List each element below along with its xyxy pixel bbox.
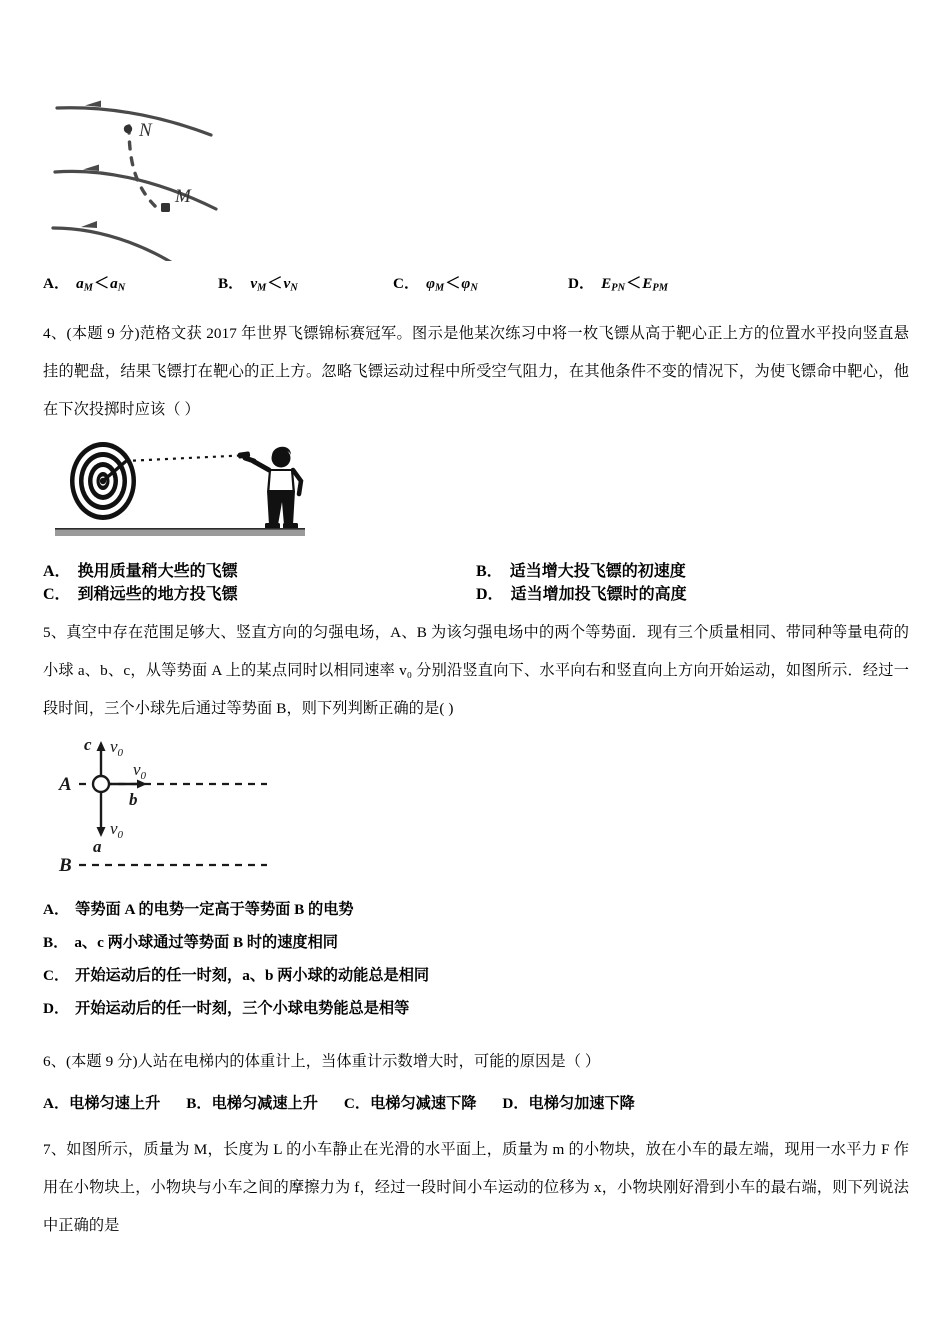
q3-option-c-rhs-sub: N xyxy=(470,282,478,294)
q4-options-row-1 xyxy=(43,558,909,581)
q4-option-b-text: 适当增大投飞镖的初速度 xyxy=(509,563,686,581)
q4-option-a-text: 换用质量稍大些的飞镖 xyxy=(77,563,238,581)
point-m-marker xyxy=(161,203,170,212)
q5-option-a-label: A． xyxy=(43,901,70,919)
field-line-1 xyxy=(57,108,211,135)
q3-option-c-lhs-sub: M xyxy=(435,282,445,294)
q5-option-a[interactable] xyxy=(43,893,909,926)
electric-field-lines-figure xyxy=(51,86,281,261)
q6-option-b[interactable] xyxy=(186,1095,318,1112)
q4-option-c-label: C． xyxy=(43,586,71,604)
equipotential-label-b: B xyxy=(59,855,72,877)
q3-option-d-rel: ＜ xyxy=(626,275,642,292)
q6-option-a-label: A． xyxy=(43,1095,70,1113)
q6-option-c[interactable] xyxy=(344,1095,476,1112)
velocity-label-a: $v_0$ xyxy=(110,819,124,842)
page-content xyxy=(43,86,909,1245)
q6-option-b-text: 电梯匀减速上升 xyxy=(211,1095,318,1113)
q3-option-b-rhs-sub: N xyxy=(290,282,298,294)
q3-option-c-rel: ＜ xyxy=(445,275,461,292)
dart-thrower-figure xyxy=(238,447,301,529)
q5-option-a-text: 等势面 A 的电势一定高于等势面 B 的电势 xyxy=(75,901,354,919)
q6-option-c-label: C． xyxy=(343,1095,371,1113)
q6-options-row xyxy=(43,1087,909,1121)
field-direction-arrows xyxy=(81,101,101,229)
q3-option-d-label: D． xyxy=(568,275,595,292)
q4-option-d-label: D． xyxy=(476,586,504,604)
equipotential-label-a: A xyxy=(59,774,72,796)
q3-option-a-lhs: a xyxy=(76,275,84,292)
q3-option-c-rhs: φ xyxy=(461,275,471,292)
q4-option-b-label: B． xyxy=(476,563,503,581)
q5-option-d-label: D． xyxy=(43,1000,70,1018)
q3-option-d-rhs-sub: PM xyxy=(652,282,668,294)
q5-option-d-text: 开始运动后的任一时刻，三个小球电势能总是相等 xyxy=(75,1000,410,1018)
q4-stem: 4、(本题 9 分)范格文获 2017 年世界飞镖锦标赛冠军。图示是他某次练习中将一枚飞镖从高于靶心正上方的位置水平投向竖直悬挂的靶盘，结果飞镖打在靶心的正上方。忽略飞镖运动过程中所受空气阻力，在其他条件不变的情况下，为使飞镖命中靶心，他在下次投掷时应该（ ） xyxy=(43,325,909,419)
q4-options-row-2 xyxy=(43,581,909,604)
q3-option-a-lhs-sub: M xyxy=(83,282,93,294)
q4-option-a-label: A． xyxy=(43,563,71,581)
ground-hatch xyxy=(55,528,305,536)
q6-option-a-text: 电梯匀速上升 xyxy=(69,1095,161,1113)
q5-option-b[interactable] xyxy=(43,926,909,959)
q5-option-b-label: B． xyxy=(43,934,69,952)
q3-option-c[interactable] xyxy=(393,267,568,305)
q5-stem: 5、真空中存在范围足够大、竖直方向的匀强电场，A、B 为该匀强电场中的两个等势面．现有三个质量相同、带同种等量电荷的小球 a、b、c，从等势面 A 上的某点同时以相同速率 v₀ 分别沿竖直向下、水平向右和竖直向上方向开始运动，如图所示．经过一段时间，三个小球先后通过等势面 B，则下列判断正确的是( ) xyxy=(43,624,909,718)
q3-option-a[interactable] xyxy=(43,267,218,305)
q4-option-d-text: 适当增加投飞镖时的高度 xyxy=(510,586,687,604)
q3-option-d-lhs-sub: PN xyxy=(611,282,626,294)
q4-option-c-text: 到稍远些的地方投飞镖 xyxy=(77,586,238,604)
ball-label-b: b xyxy=(129,790,138,810)
q4-option-c[interactable] xyxy=(43,581,476,604)
q3-option-b-lhs: v xyxy=(250,275,258,292)
q3-option-c-label: C． xyxy=(393,275,420,292)
q4-option-b[interactable] xyxy=(476,558,909,581)
ball-label-a: a xyxy=(93,837,102,857)
q3-option-b[interactable] xyxy=(218,267,393,305)
q3-option-b-rhs: v xyxy=(283,275,291,292)
q5-option-d[interactable] xyxy=(43,992,909,1025)
q5-option-b-text: a、c 两小球通过等势面 B 时的速度相同 xyxy=(74,934,338,952)
q3-option-a-rel: ＜ xyxy=(93,275,110,292)
q6-option-a[interactable] xyxy=(43,1095,160,1112)
q6-stem: 6、(本题 9 分)人站在电梯内的体重计上，当体重计示数增大时，可能的原因是（ ） xyxy=(43,1053,601,1071)
dart-trajectory-dashed xyxy=(125,455,251,461)
q3-option-a-label: A． xyxy=(43,275,70,292)
q3-options-row xyxy=(43,267,909,305)
q5-option-c-text: 开始运动后的任一时刻，a、b 两小球的动能总是相同 xyxy=(75,967,430,985)
q3-option-b-rel: ＜ xyxy=(267,275,283,292)
q6-option-d-text: 电梯匀加速下降 xyxy=(528,1095,635,1113)
q3-option-d[interactable] xyxy=(568,267,668,305)
q6-option-d-label: D． xyxy=(502,1095,529,1113)
q3-option-b-label: B． xyxy=(218,275,244,292)
q6-option-d[interactable] xyxy=(502,1095,634,1112)
velocity-label-b: $v_0$ xyxy=(133,760,147,783)
point-n-marker xyxy=(124,125,132,133)
q3-option-a-rhs-sub: N xyxy=(117,282,126,294)
q6-option-c-text: 电梯匀减速下降 xyxy=(370,1095,477,1113)
q4-option-a[interactable] xyxy=(43,558,476,581)
q5-option-c[interactable] xyxy=(43,959,909,992)
velocity-label-c: $v_0$ xyxy=(110,737,124,760)
label-m: M xyxy=(175,186,191,207)
ball-marker xyxy=(93,776,109,792)
velocity-arrowhead-a xyxy=(97,827,106,837)
field-line-3 xyxy=(53,228,203,261)
dartboard-throw-figure xyxy=(55,439,325,544)
equipotential-surfaces-figure xyxy=(57,734,327,879)
q7-stem: 7、如图所示，质量为 M，长度为 L 的小车静止在光滑的水平面上，质量为 m 的小物块，放在小车的最左端，现用一水平力 F 作用在小物块上，小物块与小车之间的摩擦力为 f，经过一段时间小车运动的位移为 x，小物块刚好滑到小车的最右端，则下列说法中正确的是 xyxy=(43,1141,909,1235)
q5-option-c-label: C． xyxy=(43,967,70,985)
q3-option-d-lhs: E xyxy=(601,275,612,292)
q3-option-c-lhs: φ xyxy=(426,275,436,292)
q6-option-b-label: B． xyxy=(186,1095,212,1113)
q3-option-a-rhs: a xyxy=(110,275,118,292)
velocity-arrowhead-c xyxy=(97,741,106,751)
ball-label-c: c xyxy=(84,735,92,755)
q4-option-d[interactable] xyxy=(476,581,909,604)
label-n: N xyxy=(139,120,152,141)
q3-option-b-lhs-sub: M xyxy=(257,282,267,294)
q3-option-d-rhs: E xyxy=(642,275,653,292)
